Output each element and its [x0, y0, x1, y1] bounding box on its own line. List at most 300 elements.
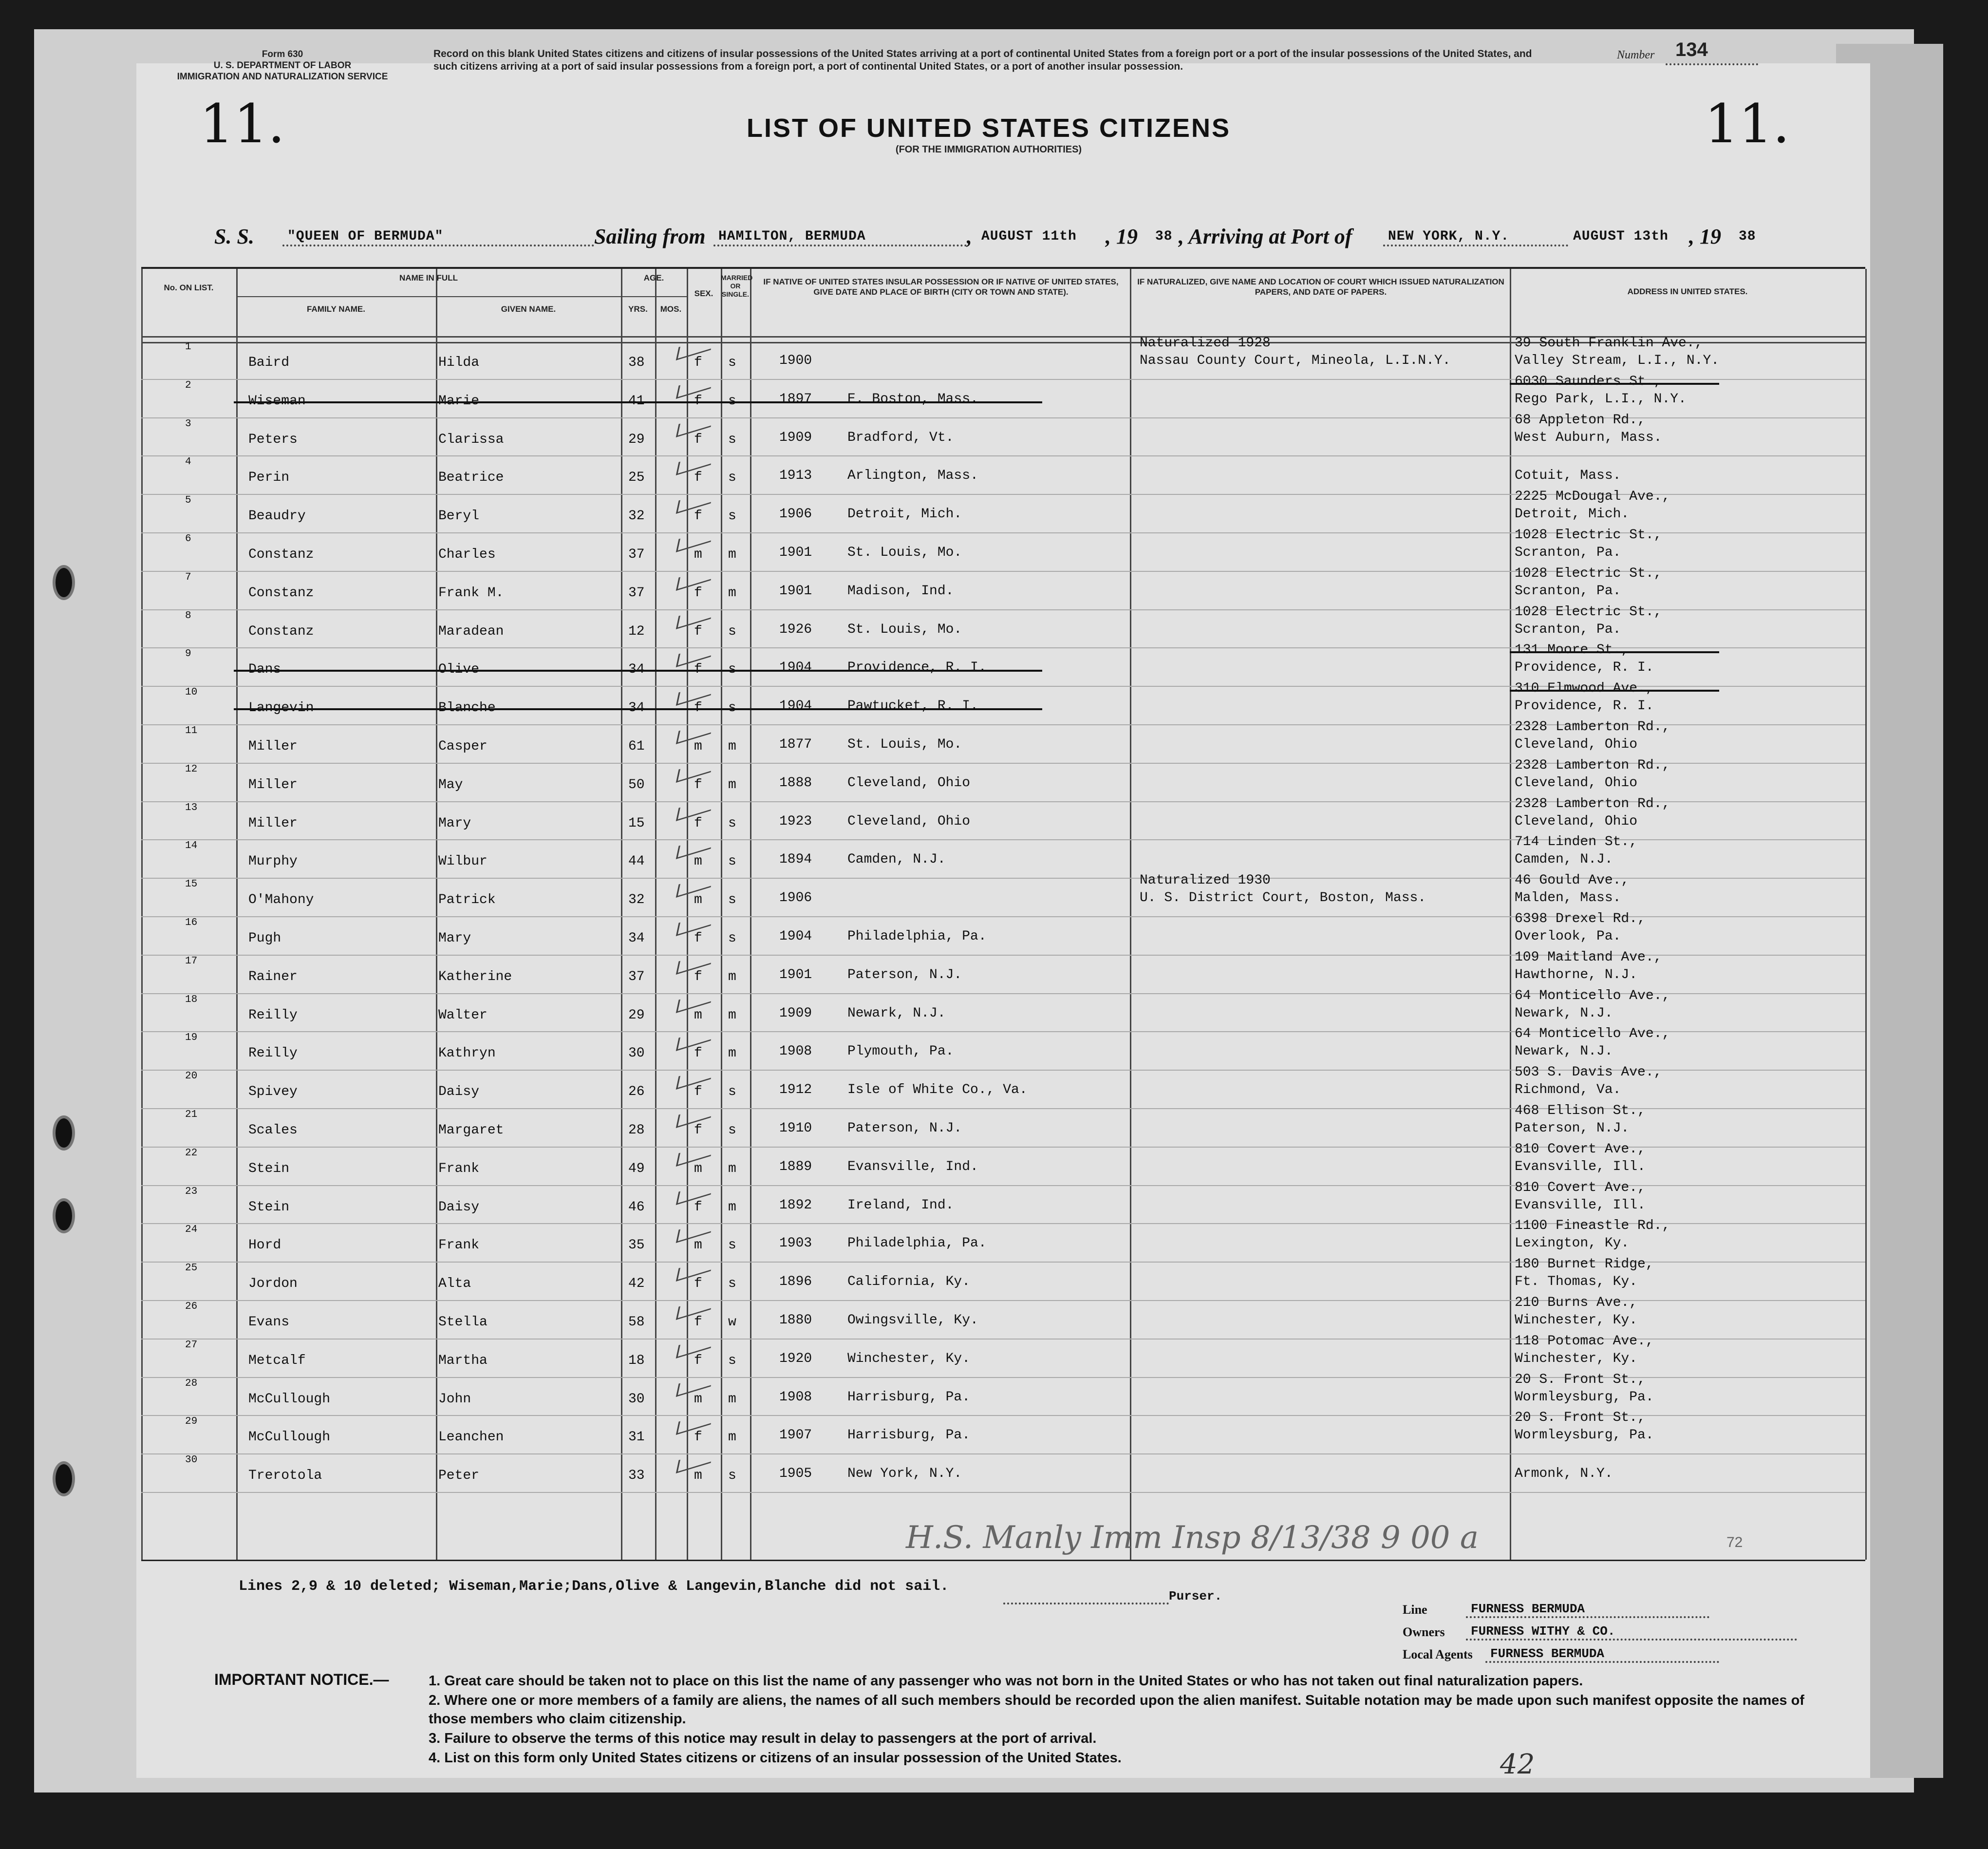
sex: f — [694, 969, 702, 984]
marital-status: s — [728, 892, 736, 908]
col-sex: SEX. — [694, 289, 713, 298]
age-years: 50 — [628, 777, 645, 792]
birth-place: St. Louis, Mo. — [847, 737, 962, 752]
birth-year: 1894 — [779, 852, 812, 868]
age-years: 37 — [628, 969, 645, 984]
birth-place: Philadelphia, Pa. — [847, 929, 987, 944]
marital-status: m — [728, 777, 736, 792]
address-line-1: 468 Ellison St., — [1515, 1103, 1646, 1118]
age-years: 29 — [628, 432, 645, 447]
page-subtitle: (FOR THE IMMIGRATION AUTHORITIES) — [895, 144, 1082, 155]
family-name: Miller — [248, 739, 298, 754]
arriving-label: , Arriving at Port of — [1179, 225, 1352, 248]
age-years: 33 — [628, 1468, 645, 1484]
address-line-1: 20 S. Front St., — [1515, 1372, 1646, 1387]
birth-year: 1926 — [779, 622, 812, 637]
family-name: Beaudry — [248, 509, 306, 524]
family-name: Pugh — [248, 931, 281, 946]
address-line-2: Newark, N.J. — [1515, 1044, 1613, 1059]
purser-label: Purser. — [1169, 1589, 1222, 1604]
age-years: 61 — [628, 739, 645, 754]
birth-place: Madison, Ind. — [847, 583, 954, 599]
address-line-2: Lexington, Ky. — [1515, 1236, 1630, 1251]
marital-status: s — [728, 1084, 736, 1100]
marital-status: m — [728, 1391, 736, 1407]
col-border — [141, 269, 143, 1560]
row-number: 13 — [185, 802, 198, 813]
strikethrough-address — [1510, 690, 1719, 692]
row-number: 24 — [185, 1224, 198, 1236]
marital-status: m — [728, 969, 736, 984]
sex: f — [694, 393, 702, 409]
page-title: LIST OF UNITED STATES CITIZENS — [747, 113, 1231, 143]
family-name: Miller — [248, 777, 298, 792]
age-years: 37 — [628, 585, 645, 601]
departure-port: HAMILTON, BERMUDA — [718, 229, 866, 244]
row-number: 2 — [185, 379, 191, 391]
address-line-1: 1028 Electric St., — [1515, 528, 1662, 543]
address-line-2: Winchester, Ky. — [1515, 1313, 1638, 1328]
sex: m — [694, 1468, 702, 1484]
given-name: Hilda — [438, 355, 480, 370]
birth-year: 1904 — [779, 660, 812, 676]
age-years: 34 — [628, 700, 645, 716]
address-line-1: 2328 Lamberton Rd., — [1515, 757, 1670, 773]
line-value: FURNESS BERMUDA — [1471, 1602, 1585, 1616]
row-number: 4 — [185, 456, 191, 468]
marital-status: s — [728, 1468, 736, 1484]
family-name: Dans — [248, 662, 281, 678]
address-line-2: Valley Stream, L.I., N.Y. — [1515, 353, 1720, 368]
birth-year: 1908 — [779, 1389, 812, 1405]
owners-value: FURNESS WITHY & CO. — [1471, 1624, 1615, 1639]
row-number: 26 — [185, 1301, 198, 1312]
birth-place: Evansville, Ind. — [847, 1159, 978, 1174]
col-border — [721, 269, 722, 1560]
address-line-2: Scranton, Pa. — [1515, 622, 1621, 637]
address-line-1: 20 S. Front St., — [1515, 1410, 1646, 1426]
family-name: Langevin — [248, 700, 314, 716]
sex: m — [694, 1161, 702, 1176]
marital-status: m — [728, 1046, 736, 1061]
family-name: Evans — [248, 1315, 290, 1330]
address-line-1: 39 South Franklin Ave., — [1515, 336, 1703, 351]
birth-year: 1903 — [779, 1236, 812, 1251]
departure-line — [713, 245, 967, 246]
sex: f — [694, 700, 702, 716]
ship-name: "QUEEN OF BERMUDA" — [287, 229, 444, 244]
row-number: 18 — [185, 994, 198, 1005]
purser-line — [1003, 1603, 1169, 1604]
age-years: 42 — [628, 1276, 645, 1292]
sex: f — [694, 623, 702, 639]
row-number: 30 — [185, 1454, 198, 1466]
family-name: Stein — [248, 1161, 290, 1176]
sex: f — [694, 1123, 702, 1138]
given-name: Walter — [438, 1007, 488, 1023]
sex: f — [694, 815, 702, 831]
age-years: 31 — [628, 1430, 645, 1445]
row-number: 3 — [185, 418, 191, 430]
row-divider — [141, 455, 1865, 456]
birth-year: 1901 — [779, 545, 812, 560]
birth-place: E. Boston, Mass. — [847, 391, 978, 407]
departure-date: AUGUST 11th — [981, 229, 1077, 244]
address-line-2: Providence, R. I. — [1515, 660, 1654, 676]
given-name: Kathryn — [438, 1046, 496, 1061]
sex: m — [694, 892, 702, 908]
marital-status: s — [728, 662, 736, 678]
address-line-2: Evansville, Ill. — [1515, 1197, 1646, 1213]
birth-place: Owingsville, Ky. — [847, 1313, 978, 1328]
row-number: 10 — [185, 687, 198, 698]
age-years: 18 — [628, 1353, 645, 1368]
agents-value: FURNESS BERMUDA — [1490, 1646, 1605, 1661]
address-line-2: Malden, Mass. — [1515, 890, 1621, 906]
birth-place: Pawtucket, R. I. — [847, 698, 978, 714]
marital-status: s — [728, 432, 736, 447]
row-number: 23 — [185, 1186, 198, 1197]
family-name: Stein — [248, 1199, 290, 1215]
address-line-2: Wormleysburg, Pa. — [1515, 1389, 1654, 1405]
family-name: Perin — [248, 470, 290, 486]
row-number: 16 — [185, 917, 198, 928]
marital-status: s — [728, 623, 736, 639]
marital-status: m — [728, 1199, 736, 1215]
address-line-1: 131 Moore St., — [1515, 642, 1630, 658]
birth-place: Paterson, N.J. — [847, 1121, 962, 1136]
address-line-2: Providence, R. I. — [1515, 698, 1654, 714]
address-line-1: 64 Monticello Ave., — [1515, 988, 1670, 1003]
notice-item-2: 2. Where one or more members of a family are aliens, the names of all such members should be recorded upon the alien manifest. Suitable notation may be made upon such manifest opposite the names of those members who claim citizenship. — [429, 1693, 1804, 1727]
birth-year: 1923 — [779, 813, 812, 829]
handwritten-list-number-left: 11. — [200, 93, 285, 155]
sex: f — [694, 1276, 702, 1292]
col-age: AGE. — [643, 273, 664, 283]
family-name: Metcalf — [248, 1353, 306, 1368]
birth-place: Camden, N.J. — [847, 852, 946, 868]
family-name: Wiseman — [248, 393, 306, 409]
marital-status: s — [728, 854, 736, 869]
marital-status: s — [728, 393, 736, 409]
row-number: 20 — [185, 1071, 198, 1082]
number-label: Number — [1617, 49, 1655, 61]
given-name: Daisy — [438, 1084, 480, 1100]
address-line-1: 714 Linden St., — [1515, 834, 1638, 850]
given-name: Leanchen — [438, 1430, 504, 1445]
address-line-2: Richmond, Va. — [1515, 1082, 1621, 1098]
handwritten-list-number-right: 11. — [1705, 93, 1790, 155]
given-name: Blanche — [438, 700, 496, 716]
inspector-signature: H.S. Manly Imm Insp 8/13/38 9 00 a — [906, 1520, 1479, 1556]
marital-status: m — [728, 739, 736, 754]
given-name: Charles — [438, 547, 496, 562]
marital-status: s — [728, 931, 736, 946]
address-line-2: West Auburn, Mass. — [1515, 430, 1662, 445]
address-line-2: Cleveland, Ohio — [1515, 775, 1638, 791]
family-name: Rainer — [248, 969, 298, 984]
page-number: 134 — [1675, 39, 1708, 60]
age-years: 34 — [628, 662, 645, 678]
owners-underline — [1466, 1639, 1797, 1641]
given-name: Mary — [438, 815, 471, 831]
birth-place: St. Louis, Mo. — [847, 622, 962, 637]
family-name: Reilly — [248, 1046, 298, 1061]
address-line-1: 1100 Fineastle Rd., — [1515, 1218, 1670, 1234]
age-years: 29 — [628, 1007, 645, 1023]
col-address: ADDRESS IN UNITED STATES. — [1627, 287, 1748, 296]
birth-year: 1901 — [779, 967, 812, 982]
given-name: Olive — [438, 662, 480, 678]
margin-note: 42 — [1500, 1749, 1535, 1780]
marital-status: s — [728, 1238, 736, 1253]
birth-place: Harrisburg, Pa. — [847, 1428, 971, 1443]
year-prefix: , 19 — [1106, 225, 1138, 248]
row-divider — [141, 1453, 1865, 1454]
birth-place: Detroit, Mich. — [847, 507, 962, 522]
age-years: 49 — [628, 1161, 645, 1176]
deleted-lines-note: Lines 2,9 & 10 deleted; Wiseman,Marie;Dans,Olive & Langevin,Blanche did not sail. — [239, 1578, 949, 1595]
age-years: 41 — [628, 393, 645, 409]
col-name-in-full: NAME IN FULL — [399, 273, 458, 283]
sex: f — [694, 355, 702, 370]
arrival-date: AUGUST 13th — [1573, 229, 1669, 244]
marital-status: s — [728, 1276, 736, 1292]
family-name: Hord — [248, 1238, 281, 1253]
col-border — [236, 269, 238, 1560]
marital-status: m — [728, 1007, 736, 1023]
birth-year: 1901 — [779, 583, 812, 599]
col-border — [436, 269, 437, 1560]
age-years: 15 — [628, 815, 645, 831]
owners-label: Owners — [1403, 1625, 1445, 1639]
row-number: 19 — [185, 1032, 198, 1044]
birth-year: 1877 — [779, 737, 812, 752]
line-underline — [1466, 1616, 1709, 1618]
age-years: 37 — [628, 547, 645, 562]
birth-year: 1889 — [779, 1159, 812, 1174]
birth-year: 1900 — [779, 353, 812, 368]
naturalization-court: U. S. District Court, Boston, Mass. — [1140, 890, 1426, 906]
family-name: McCullough — [248, 1430, 331, 1445]
form-identifier: Form 630 U. S. DEPARTMENT OF LABOR IMMIGRATION AND NATURALIZATION SERVICE — [177, 49, 388, 82]
given-name: Peter — [438, 1468, 480, 1484]
row-number: 27 — [185, 1339, 198, 1351]
naturalization-court: Nassau County Court, Mineola, L.I.N.Y. — [1140, 353, 1451, 368]
sex: f — [694, 1430, 702, 1445]
address-line-1: 310 Elmwood Ave., — [1515, 681, 1654, 697]
address-line-1: 118 Potomac Ave., — [1515, 1333, 1654, 1349]
sailing-label: Sailing from — [594, 225, 706, 248]
age-subdivider — [621, 296, 687, 297]
sex: m — [694, 547, 702, 562]
family-name: Scales — [248, 1123, 298, 1138]
birth-year: 1904 — [779, 698, 812, 714]
address-line-2: Scranton, Pa. — [1515, 545, 1621, 560]
ship-line — [282, 245, 594, 246]
birth-place: Isle of White Co., Va. — [847, 1082, 1028, 1098]
birth-year: 1906 — [779, 890, 812, 906]
address-line-1: 503 S. Davis Ave., — [1515, 1065, 1662, 1080]
birth-place: St. Louis, Mo. — [847, 545, 962, 560]
punch-hole — [53, 1461, 75, 1496]
birth-place: Winchester, Ky. — [847, 1351, 971, 1366]
col-naturalized: IF NATURALIZED, GIVE NAME AND LOCATION OF COURT WHICH ISSUED NATURALIZATION PAPERS, AND DATE OF PAPERS. — [1137, 277, 1504, 297]
punch-hole — [53, 565, 75, 600]
marital-status: w — [728, 1315, 736, 1330]
given-name: Patrick — [438, 892, 496, 908]
row-number: 29 — [185, 1416, 198, 1428]
sex: f — [694, 777, 702, 792]
sex: f — [694, 931, 702, 946]
address-line-2: Newark, N.J. — [1515, 1005, 1613, 1021]
departure-year: 38 — [1155, 229, 1173, 244]
row-number: 21 — [185, 1109, 198, 1120]
sex: f — [694, 1199, 702, 1215]
given-name: Beryl — [438, 509, 480, 524]
sex: f — [694, 509, 702, 524]
given-name: Casper — [438, 739, 488, 754]
address-line-2: Evansville, Ill. — [1515, 1159, 1646, 1174]
birth-year: 1906 — [779, 507, 812, 522]
family-name: O'Mahony — [248, 892, 314, 908]
marital-status: m — [728, 1161, 736, 1176]
address-line-1: 1028 Electric St., — [1515, 604, 1662, 620]
col-border — [621, 269, 622, 1560]
given-name: Frank — [438, 1161, 480, 1176]
naturalization-date: Naturalized 1930 — [1140, 873, 1271, 888]
punch-hole — [53, 1198, 75, 1233]
col-border — [1130, 269, 1131, 1560]
family-name: Trerotola — [248, 1468, 322, 1484]
given-name: Mary — [438, 931, 471, 946]
age-years: 32 — [628, 509, 645, 524]
address-line-2: Camden, N.J. — [1515, 852, 1613, 868]
age-years: 28 — [628, 1123, 645, 1138]
row-number: 5 — [185, 495, 191, 507]
age-years: 58 — [628, 1315, 645, 1330]
col-border — [1865, 269, 1867, 1560]
birth-year: 1896 — [779, 1274, 812, 1290]
col-no: No. ON LIST. — [164, 283, 214, 292]
birth-place: Paterson, N.J. — [847, 967, 962, 982]
sex: f — [694, 662, 702, 678]
birth-year: 1905 — [779, 1466, 812, 1482]
birth-year: 1909 — [779, 1005, 812, 1021]
marital-status: s — [728, 700, 736, 716]
address-line-2: Overlook, Pa. — [1515, 929, 1621, 944]
address-line-1: 68 Appleton Rd., — [1515, 412, 1646, 428]
address-line-1: 210 Burns Ave., — [1515, 1295, 1638, 1310]
sex: f — [694, 432, 702, 447]
row-divider — [141, 1492, 1865, 1493]
address-line-1: 810 Covert Ave., — [1515, 1141, 1646, 1157]
family-name: Constanz — [248, 623, 314, 639]
age-years: 26 — [628, 1084, 645, 1100]
given-name: Martha — [438, 1353, 488, 1368]
address-line-2: Armonk, N.Y. — [1515, 1466, 1613, 1482]
row-number: 14 — [185, 840, 198, 852]
strikethrough-address — [1510, 651, 1719, 653]
col-mos: MOS. — [660, 304, 682, 314]
sex: f — [694, 1084, 702, 1100]
notice-item-3: 3. Failure to observe the terms of this notice may result in delay to passengers at the port of arrival. — [429, 1731, 1097, 1746]
birth-place: Newark, N.J. — [847, 1005, 946, 1021]
given-name: Wilbur — [438, 854, 488, 869]
age-years: 32 — [628, 892, 645, 908]
birth-year: 1897 — [779, 391, 812, 407]
family-name: Constanz — [248, 585, 314, 601]
given-name: Maradean — [438, 623, 504, 639]
strikethrough-address — [1510, 383, 1719, 385]
notice-item-4: 4. List on this form only United States citizens or citizens of an insular possession of the United States. — [429, 1750, 1122, 1766]
birth-place: Philadelphia, Pa. — [847, 1236, 987, 1251]
marital-status: s — [728, 470, 736, 486]
col-given-name: GIVEN NAME. — [501, 304, 556, 314]
sex: m — [694, 1238, 702, 1253]
birth-year: 1907 — [779, 1428, 812, 1443]
col-border — [1510, 269, 1511, 1560]
birth-year: 1913 — [779, 468, 812, 484]
birth-place: Harrisburg, Pa. — [847, 1389, 971, 1405]
birth-year: 1912 — [779, 1082, 812, 1098]
given-name: Stella — [438, 1315, 488, 1330]
birth-place: Providence, R. I. — [847, 660, 987, 676]
family-name: Baird — [248, 355, 290, 370]
birth-year: 1892 — [779, 1197, 812, 1213]
row-number: 6 — [185, 533, 191, 545]
strikethrough-line — [234, 401, 1042, 403]
birth-place: Bradford, Vt. — [847, 430, 954, 445]
marital-status: s — [728, 1123, 736, 1138]
address-line-2: Hawthorne, N.J. — [1515, 967, 1638, 982]
notice-label: IMPORTANT NOTICE.— — [214, 1671, 389, 1688]
row-number: 1 — [185, 341, 191, 353]
marital-status: s — [728, 355, 736, 370]
name-subdivider — [236, 296, 621, 297]
given-name: Alta — [438, 1276, 471, 1292]
given-name: Frank M. — [438, 585, 504, 601]
address-line-2: Cotuit, Mass. — [1515, 468, 1621, 484]
agents-underline — [1485, 1661, 1719, 1663]
family-name: Miller — [248, 815, 298, 831]
birth-year: 1888 — [779, 775, 812, 791]
age-years: 46 — [628, 1199, 645, 1215]
sex: f — [694, 1046, 702, 1061]
marital-status: s — [728, 1353, 736, 1368]
family-name: Reilly — [248, 1007, 298, 1023]
arrival-port: NEW YORK, N.Y. — [1388, 229, 1510, 244]
row-number: 12 — [185, 763, 198, 775]
age-years: 35 — [628, 1238, 645, 1253]
address-line-1: 46 Gould Ave., — [1515, 873, 1630, 888]
given-name: May — [438, 777, 463, 792]
notice-item-1: 1. Great care should be taken not to place on this list the name of any passenger who was not born in the United States or who has not taken out final naturalization papers. — [429, 1673, 1583, 1689]
col-border — [750, 269, 751, 1560]
punch-hole — [53, 1115, 75, 1151]
given-name: Katherine — [438, 969, 512, 984]
row-number: 17 — [185, 955, 198, 967]
age-years: 34 — [628, 931, 645, 946]
address-line-1: 180 Burnet Ridge, — [1515, 1257, 1654, 1272]
row-number: 8 — [185, 610, 191, 622]
address-line-1: 64 Monticello Ave., — [1515, 1026, 1670, 1042]
agents-label: Local Agents — [1403, 1647, 1473, 1661]
birth-year: 1920 — [779, 1351, 812, 1366]
address-line-1: 2328 Lamberton Rd., — [1515, 796, 1670, 811]
sex: f — [694, 585, 702, 601]
given-name: Clarissa — [438, 432, 504, 447]
